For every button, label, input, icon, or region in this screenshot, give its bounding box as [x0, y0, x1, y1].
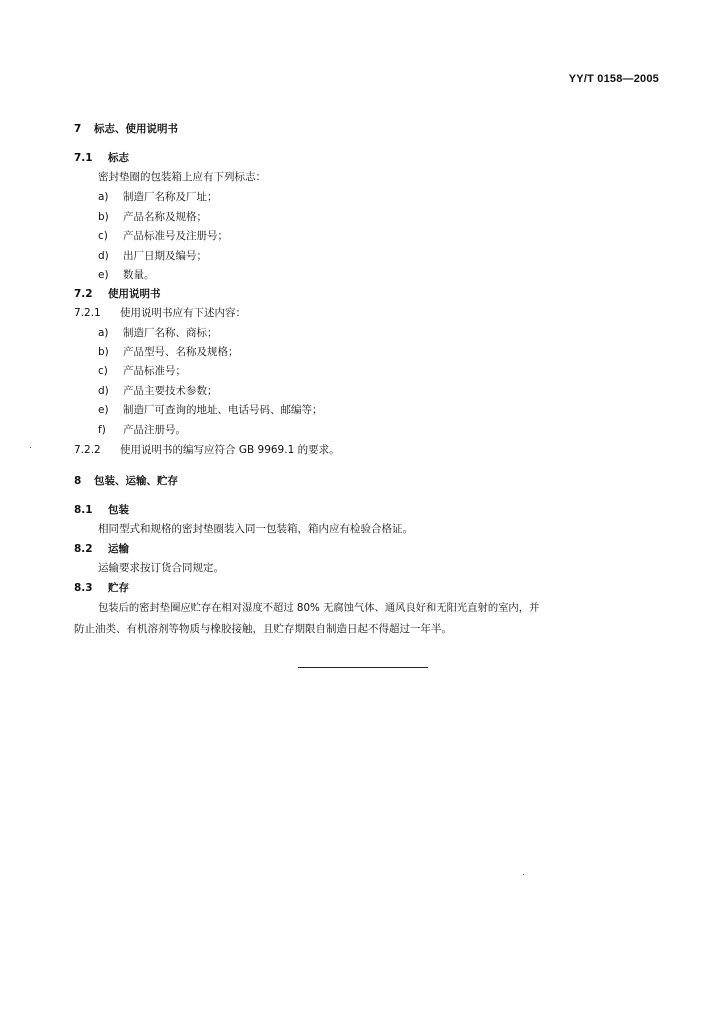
section-8-heading — [74, 474, 178, 488]
end-of-document-rule — [298, 667, 428, 668]
section-8-3-heading — [74, 581, 129, 595]
section-8-1-title: 包装 — [108, 504, 129, 516]
list-item: e) 数量。 — [98, 269, 155, 281]
section-8-3-text-line-2: 防止油类、有机溶剂等物质与橡胶接触，且贮存期限自制造日起不得超过一年半。 — [74, 623, 452, 635]
section-7-heading — [74, 122, 178, 136]
list-item: c) 产品标准号及注册号； — [98, 230, 228, 242]
section-7-2-1-paragraph — [74, 306, 246, 320]
section-8-2-text: 运输要求按订货合同规定。 — [98, 562, 224, 574]
scan-speck — [30, 447, 31, 448]
section-7-title: 标志、使用说明书 — [94, 123, 178, 135]
section-7-2-2-paragraph — [74, 443, 340, 457]
section-8-3-text-line-1: 包装后的密封垫圈应贮存在相对湿度不超过 80% 无腐蚀气体、通风良好和无阳光直射的室内，并 — [98, 602, 540, 614]
list-item: c) 产品标准号； — [98, 365, 186, 377]
section-8-2-title: 运输 — [108, 543, 129, 555]
list-item: d) 出厂日期及编号； — [98, 250, 207, 262]
section-8-2-number: 8.2 — [74, 543, 93, 555]
section-8-3-title: 贮存 — [108, 582, 129, 594]
standard-number-header: YY/T 0158—2005 — [568, 73, 659, 85]
section-8-number: 8 — [74, 475, 82, 487]
section-7-2-title: 使用说明书 — [108, 288, 161, 300]
section-7-2-1-text: 使用说明书应有下述内容： — [120, 307, 246, 319]
section-8-1-number: 8.1 — [74, 504, 93, 516]
section-7-number: 7 — [74, 123, 82, 135]
section-7-2-heading — [74, 287, 161, 301]
list-item: b) 产品型号、名称及规格； — [98, 346, 239, 358]
section-7-2-1-number: 7.2.1 — [74, 307, 101, 319]
section-7-2-2-text: 使用说明书的编写应符合 GB 9969.1 的要求。 — [120, 444, 340, 456]
list-item: d) 产品主要技术参数； — [98, 385, 218, 397]
list-item: a) 制造厂名称及厂址； — [98, 191, 218, 203]
section-7-2-number: 7.2 — [74, 288, 93, 300]
section-8-title: 包装、运输、贮存 — [94, 475, 178, 487]
section-7-1-heading — [74, 151, 129, 165]
section-8-2-heading — [74, 542, 129, 556]
section-7-2-2-number: 7.2.2 — [74, 444, 101, 456]
list-item: b) 产品名称及规格； — [98, 211, 207, 223]
section-7-1-intro: 密封垫圈的包装箱上应有下列标志： — [98, 171, 266, 183]
section-7-1-title: 标志 — [108, 152, 129, 164]
list-item: f) 产品注册号。 — [98, 424, 186, 436]
section-8-1-heading — [74, 503, 129, 517]
section-8-3-number: 8.3 — [74, 582, 93, 594]
list-item: a) 制造厂名称、商标； — [98, 327, 218, 339]
section-7-1-number: 7.1 — [74, 152, 93, 164]
scan-speck — [523, 874, 524, 875]
section-8-1-text: 相同型式和规格的密封垫圈装入同一包装箱，箱内应有检验合格证。 — [98, 523, 413, 535]
list-item: e) 制造厂可查询的地址、电话号码、邮编等； — [98, 404, 323, 416]
